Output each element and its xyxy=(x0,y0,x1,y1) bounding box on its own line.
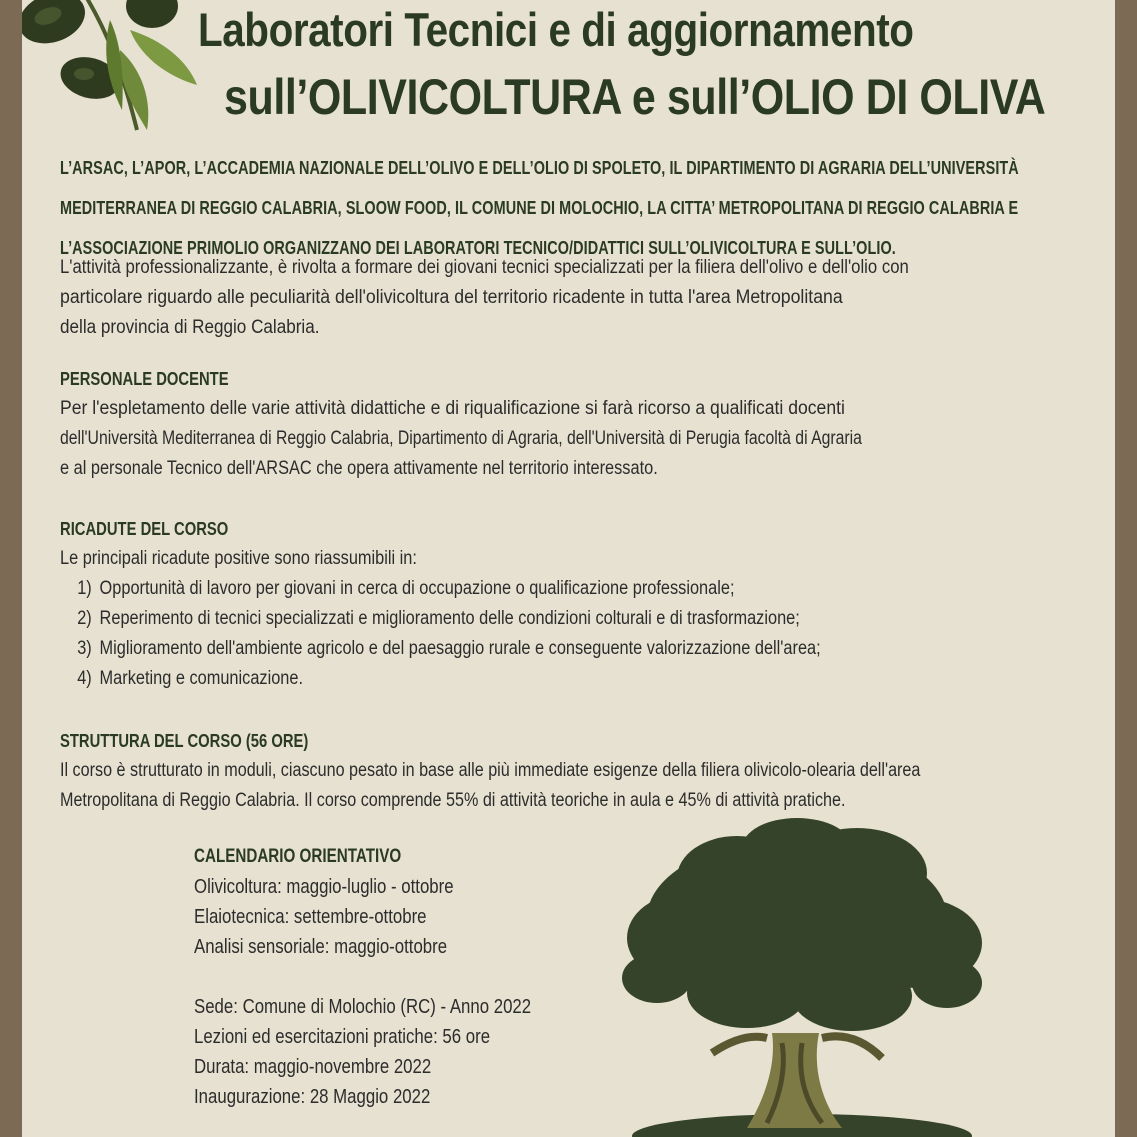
personale-line: Per l'espletamento delle varie attività didattiche e di riqualificazione si farà ricorso a qualificati docenti xyxy=(60,398,845,419)
personale-section xyxy=(60,364,1090,484)
list-item xyxy=(60,664,946,694)
description-line: L'attività professionalizzante, è rivolta a formare dei giovani tecnici specializzati per la filiera dell'olivo e dell'olio con xyxy=(60,257,909,278)
calendario-line: Analisi sensoriale: maggio-ottobre xyxy=(194,936,448,958)
list-item-text: Reperimento di tecnici specializzati e miglioramento delle condizioni colturali e di trasformazione; xyxy=(99,608,800,629)
personale-heading: PERSONALE DOCENTE xyxy=(60,368,229,389)
description-line: della provincia di Reggio Calabria. xyxy=(60,317,320,338)
calendario-line: Elaiotecnica: settembre-ottobre xyxy=(194,906,427,928)
info-line: Lezioni ed esercitazioni pratiche: 56 ore xyxy=(194,1026,491,1048)
ricadute-lead: Le principali ricadute positive sono riassumibili in: xyxy=(60,548,417,569)
title-line-1: Laboratori Tecnici e di aggiornamento xyxy=(198,3,914,56)
list-item-number: 4) xyxy=(77,668,92,689)
list-item-text: Miglioramento dell'ambiente agricolo e del paesaggio rurale e conseguente valorizzazione dell'area; xyxy=(99,638,821,659)
personale-line: dell'Università Mediterranea di Reggio Calabria, Dipartimento di Agraria, dell'Università di Perugia facoltà di Agraria xyxy=(60,428,862,449)
info-line: Sede: Comune di Molochio (RC) - Anno 2022 xyxy=(194,996,532,1018)
list-item-text: Marketing e comunicazione. xyxy=(99,668,304,689)
list-item xyxy=(60,604,946,634)
ricadute-section xyxy=(60,514,1090,694)
calendario-line: Olivicoltura: maggio-luglio - ottobre xyxy=(194,876,454,898)
title-line-2: sull’OLIVICOLTURA e sull’OLIO DI OLIVA xyxy=(224,69,1046,125)
personale-line: e al personale Tecnico dell'ARSAC che opera attivamente nel territorio interessato. xyxy=(60,458,658,479)
intro-line: MEDITERRANEA DI REGGIO CALABRIA, SLOOW FOOD, IL COMUNE DI MOLOCHIO, LA CITTA’ METROPOLITANA DI REGGIO CALABRIA E xyxy=(60,197,1019,218)
list-item xyxy=(60,634,946,664)
calendario-heading: CALENDARIO ORIENTATIVO xyxy=(194,846,402,867)
list-item-number: 1) xyxy=(77,578,92,599)
struttura-heading: STRUTTURA DEL CORSO (56 ORE) xyxy=(60,730,309,751)
flyer-page xyxy=(22,0,1115,1137)
list-item-number: 2) xyxy=(77,608,92,629)
list-item-number: 3) xyxy=(77,638,92,659)
intro-line: L’ARSAC, L’APOR, L’ACCADEMIA NAZIONALE DELL’OLIVO E DELL’OLIO DI SPOLETO, IL DIPARTIMENTO DI AGRARIA DELL’UNIVERSITÀ xyxy=(60,157,1019,178)
intro-line: L’ASSOCIAZIONE PRIMOLIO ORGANIZZANO DEI LABORATORI TECNICO/DIDATTICI SULL’OLIVICOLTURA E SULL’OLIO. xyxy=(60,237,896,258)
list-item-text: Opportunità di lavoro per giovani in cerca di occupazione o qualificazione professionale; xyxy=(99,578,735,599)
info-line: Durata: maggio-novembre 2022 xyxy=(194,1056,432,1078)
description-paragraph xyxy=(60,253,1090,343)
ricadute-heading: RICADUTE DEL CORSO xyxy=(60,518,229,539)
struttura-line: Il corso è strutturato in moduli, ciascuno pesato in base alle più immediate esigenze della filiera olivicolo-olearia dell'area xyxy=(60,760,921,781)
struttura-line: Metropolitana di Reggio Calabria. Il corso comprende 55% di attività teoriche in aula e 45% di attività pratiche. xyxy=(60,790,846,811)
info-line: Inaugurazione: 28 Maggio 2022 xyxy=(194,1086,431,1108)
intro-paragraph xyxy=(60,148,1080,268)
olive-tree-icon xyxy=(597,818,997,1137)
list-item xyxy=(60,574,946,604)
struttura-section xyxy=(60,726,1090,816)
calendario-section xyxy=(194,842,595,1112)
description-line: particolare riguardo alle peculiarità dell'olivicoltura del territorio ricadente in tutta l'area Metropolitana xyxy=(60,287,843,308)
olive-branch-icon xyxy=(22,0,212,140)
